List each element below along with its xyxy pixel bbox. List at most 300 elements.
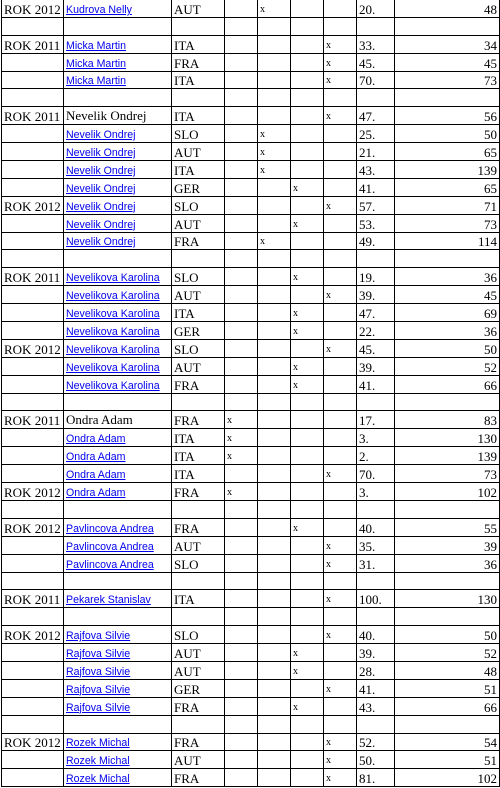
empty-cell bbox=[64, 572, 172, 590]
name-cell bbox=[64, 375, 172, 393]
athlete-name-link[interactable]: Nevelikova Karolina bbox=[66, 308, 160, 321]
mark-cell-4: x bbox=[324, 679, 357, 697]
empty-cell bbox=[395, 715, 500, 733]
mark-cell-2 bbox=[258, 35, 291, 53]
table-row bbox=[2, 447, 500, 465]
spacer-row bbox=[2, 393, 500, 411]
rank-cell: 21. bbox=[357, 143, 395, 161]
athlete-name-link[interactable]: Nevelikova Karolina bbox=[66, 379, 160, 392]
mark-cell-2 bbox=[258, 375, 291, 393]
table-row bbox=[2, 322, 500, 340]
country-cell: FRA bbox=[172, 518, 225, 536]
athlete-name-link[interactable]: Nevelik Ondrej bbox=[66, 182, 136, 195]
mark-cell-3 bbox=[291, 196, 324, 214]
empty-cell bbox=[225, 89, 258, 107]
rank-cell: 53. bbox=[357, 214, 395, 232]
rank-cell: 43. bbox=[357, 697, 395, 715]
year-cell bbox=[2, 644, 64, 662]
empty-cell bbox=[258, 715, 291, 733]
empty-cell bbox=[172, 17, 225, 35]
mark-cell-1: x bbox=[225, 411, 258, 429]
rank-cell: 28. bbox=[357, 661, 395, 679]
points-cell: 36 bbox=[395, 554, 500, 572]
mark-cell-1: x bbox=[225, 429, 258, 447]
empty-cell bbox=[258, 500, 291, 518]
mark-cell-2 bbox=[258, 626, 291, 644]
year-cell: ROK 2012 bbox=[2, 339, 64, 357]
year-cell bbox=[2, 125, 64, 143]
mark-cell-2 bbox=[258, 733, 291, 751]
country-cell: ITA bbox=[172, 304, 225, 322]
mark-cell-4: x bbox=[324, 626, 357, 644]
mark-cell-3 bbox=[291, 590, 324, 608]
year-cell bbox=[2, 465, 64, 483]
table-row bbox=[2, 644, 500, 662]
rank-cell: 3. bbox=[357, 429, 395, 447]
athlete-name-link[interactable]: Micka Martin bbox=[66, 39, 127, 52]
mark-cell-2 bbox=[258, 411, 291, 429]
athlete-name: Ondra Adam bbox=[66, 412, 133, 428]
rank-cell: 40. bbox=[357, 518, 395, 536]
mark-cell-1 bbox=[225, 465, 258, 483]
mark-cell-1 bbox=[225, 214, 258, 232]
empty-cell bbox=[291, 250, 324, 268]
country-cell: ITA bbox=[172, 35, 225, 53]
empty-cell bbox=[225, 608, 258, 626]
year-cell bbox=[2, 232, 64, 250]
points-cell: 69 bbox=[395, 304, 500, 322]
athlete-name-link[interactable]: Nevelik Ondrej bbox=[66, 147, 136, 160]
mark-cell-1 bbox=[225, 536, 258, 554]
points-cell: 66 bbox=[395, 375, 500, 393]
spacer-row bbox=[2, 715, 500, 733]
name-cell bbox=[64, 644, 172, 662]
athlete-name-link[interactable]: Ondra Adam bbox=[66, 469, 126, 482]
empty-cell bbox=[258, 89, 291, 107]
empty-cell bbox=[357, 250, 395, 268]
mark-cell-3 bbox=[291, 483, 324, 501]
points-cell: 52 bbox=[395, 357, 500, 375]
empty-cell bbox=[291, 17, 324, 35]
rank-cell: 17. bbox=[357, 411, 395, 429]
athlete-name-link[interactable]: Rozek Michal bbox=[66, 737, 130, 750]
athlete-name-link[interactable]: Pavlincova Andrea bbox=[66, 522, 154, 535]
athlete-name-link[interactable]: Nevelikova Karolina bbox=[66, 272, 160, 285]
empty-cell bbox=[291, 500, 324, 518]
table-row bbox=[2, 0, 500, 17]
country-cell: FRA bbox=[172, 232, 225, 250]
empty-cell bbox=[172, 250, 225, 268]
empty-cell bbox=[291, 572, 324, 590]
year-cell bbox=[2, 447, 64, 465]
country-cell: ITA bbox=[172, 71, 225, 89]
empty-cell bbox=[324, 572, 357, 590]
year-cell bbox=[2, 322, 64, 340]
country-cell: AUT bbox=[172, 214, 225, 232]
year-cell bbox=[2, 214, 64, 232]
mark-cell-2 bbox=[258, 465, 291, 483]
results-table bbox=[1, 0, 500, 787]
country-cell: GER bbox=[172, 679, 225, 697]
empty-cell bbox=[324, 608, 357, 626]
mark-cell-3 bbox=[291, 71, 324, 89]
mark-cell-3 bbox=[291, 733, 324, 751]
mark-cell-3 bbox=[291, 411, 324, 429]
country-cell: ITA bbox=[172, 465, 225, 483]
name-cell bbox=[64, 304, 172, 322]
points-cell: 73 bbox=[395, 71, 500, 89]
year-cell bbox=[2, 304, 64, 322]
points-cell: 54 bbox=[395, 733, 500, 751]
mark-cell-2 bbox=[258, 304, 291, 322]
empty-cell bbox=[395, 608, 500, 626]
table-row bbox=[2, 196, 500, 214]
mark-cell-3 bbox=[291, 465, 324, 483]
athlete-name-link[interactable]: Rozek Michal bbox=[66, 755, 130, 768]
mark-cell-4: x bbox=[324, 71, 357, 89]
name-cell bbox=[64, 53, 172, 71]
athlete-name-link[interactable]: Pavlincova Andrea bbox=[66, 540, 154, 553]
country-cell: SLO bbox=[172, 626, 225, 644]
empty-cell bbox=[172, 393, 225, 411]
year-cell: ROK 2011 bbox=[2, 268, 64, 286]
mark-cell-4 bbox=[324, 322, 357, 340]
points-cell: 45 bbox=[395, 53, 500, 71]
mark-cell-4 bbox=[324, 661, 357, 679]
empty-cell bbox=[324, 250, 357, 268]
mark-cell-2 bbox=[258, 322, 291, 340]
table-row bbox=[2, 143, 500, 161]
country-cell: AUT bbox=[172, 661, 225, 679]
empty-cell bbox=[258, 572, 291, 590]
mark-cell-3 bbox=[291, 536, 324, 554]
name-cell bbox=[64, 697, 172, 715]
name-cell bbox=[64, 143, 172, 161]
name-cell bbox=[64, 751, 172, 769]
mark-cell-4: x bbox=[324, 733, 357, 751]
mark-cell-4 bbox=[324, 429, 357, 447]
name-cell bbox=[64, 0, 172, 17]
mark-cell-1 bbox=[225, 733, 258, 751]
mark-cell-1 bbox=[225, 626, 258, 644]
name-cell bbox=[64, 590, 172, 608]
mark-cell-2: x bbox=[258, 232, 291, 250]
rank-cell: 43. bbox=[357, 161, 395, 179]
table-row bbox=[2, 178, 500, 196]
points-cell: 48 bbox=[395, 0, 500, 17]
table-row bbox=[2, 53, 500, 71]
points-cell: 51 bbox=[395, 679, 500, 697]
empty-cell bbox=[258, 608, 291, 626]
athlete-name-link[interactable]: Rajfova Silvie bbox=[66, 647, 131, 660]
rank-cell: 3. bbox=[357, 483, 395, 501]
year-cell: ROK 2011 bbox=[2, 107, 64, 125]
table-row bbox=[2, 411, 500, 429]
table-row bbox=[2, 375, 500, 393]
points-cell: 83 bbox=[395, 411, 500, 429]
mark-cell-4: x bbox=[324, 35, 357, 53]
name-cell bbox=[64, 554, 172, 572]
points-cell: 139 bbox=[395, 447, 500, 465]
mark-cell-2 bbox=[258, 769, 291, 787]
athlete-name-link[interactable]: Rajfova Silvie bbox=[66, 683, 131, 696]
rank-cell: 2. bbox=[357, 447, 395, 465]
mark-cell-3 bbox=[291, 161, 324, 179]
name-cell bbox=[64, 178, 172, 196]
country-cell: SLO bbox=[172, 125, 225, 143]
athlete-name-link[interactable]: Nevelikova Karolina bbox=[66, 361, 160, 374]
name-cell bbox=[64, 286, 172, 304]
points-cell: 130 bbox=[395, 429, 500, 447]
mark-cell-2 bbox=[258, 53, 291, 71]
year-cell bbox=[2, 661, 64, 679]
athlete-name-link[interactable]: Nevelik Ondrej bbox=[66, 218, 136, 231]
athlete-name-link[interactable]: Pekarek Stanislav bbox=[66, 594, 151, 607]
mark-cell-2 bbox=[258, 751, 291, 769]
table-row bbox=[2, 626, 500, 644]
mark-cell-4: x bbox=[324, 769, 357, 787]
mark-cell-2: x bbox=[258, 125, 291, 143]
empty-cell bbox=[291, 608, 324, 626]
name-cell bbox=[64, 35, 172, 53]
country-cell: AUT bbox=[172, 751, 225, 769]
empty-cell bbox=[291, 715, 324, 733]
empty-cell bbox=[357, 89, 395, 107]
athlete-name-link[interactable]: Ondra Adam bbox=[66, 433, 126, 446]
year-cell bbox=[2, 143, 64, 161]
mark-cell-4 bbox=[324, 178, 357, 196]
mark-cell-3: x bbox=[291, 661, 324, 679]
athlete-name-link[interactable]: Nevelik Ondrej bbox=[66, 129, 136, 142]
mark-cell-1 bbox=[225, 143, 258, 161]
rank-cell: 47. bbox=[357, 107, 395, 125]
mark-cell-3: x bbox=[291, 322, 324, 340]
country-cell: FRA bbox=[172, 411, 225, 429]
mark-cell-1 bbox=[225, 375, 258, 393]
mark-cell-2: x bbox=[258, 0, 291, 17]
empty-cell bbox=[357, 500, 395, 518]
mark-cell-3: x bbox=[291, 697, 324, 715]
mark-cell-3 bbox=[291, 339, 324, 357]
empty-cell bbox=[2, 17, 64, 35]
country-cell: GER bbox=[172, 322, 225, 340]
athlete-name-link[interactable]: Nevelik Ondrej bbox=[66, 236, 136, 249]
empty-cell bbox=[2, 572, 64, 590]
year-cell: ROK 2012 bbox=[2, 483, 64, 501]
athlete-name-link[interactable]: Rajfova Silvie bbox=[66, 665, 131, 678]
athlete-name-link[interactable]: Pavlincova Andrea bbox=[66, 558, 154, 571]
athlete-name-link[interactable]: Rajfova Silvie bbox=[66, 630, 131, 643]
rank-cell: 100. bbox=[357, 590, 395, 608]
empty-cell bbox=[291, 393, 324, 411]
rank-cell: 39. bbox=[357, 644, 395, 662]
athlete-name-link[interactable]: Rajfova Silvie bbox=[66, 701, 131, 714]
year-cell bbox=[2, 286, 64, 304]
mark-cell-4 bbox=[324, 143, 357, 161]
empty-cell bbox=[225, 715, 258, 733]
name-cell bbox=[64, 518, 172, 536]
table-row bbox=[2, 661, 500, 679]
mark-cell-1 bbox=[225, 590, 258, 608]
country-cell: AUT bbox=[172, 0, 225, 17]
name-cell bbox=[64, 125, 172, 143]
table-row bbox=[2, 697, 500, 715]
country-cell: AUT bbox=[172, 536, 225, 554]
mark-cell-1 bbox=[225, 71, 258, 89]
mark-cell-3 bbox=[291, 286, 324, 304]
year-cell bbox=[2, 697, 64, 715]
empty-cell bbox=[324, 17, 357, 35]
mark-cell-4 bbox=[324, 161, 357, 179]
mark-cell-4 bbox=[324, 304, 357, 322]
mark-cell-2 bbox=[258, 447, 291, 465]
name-cell bbox=[64, 733, 172, 751]
empty-cell bbox=[395, 17, 500, 35]
mark-cell-3 bbox=[291, 626, 324, 644]
name-cell bbox=[64, 626, 172, 644]
table-row bbox=[2, 339, 500, 357]
rank-cell: 49. bbox=[357, 232, 395, 250]
athlete-name-link[interactable]: Nevelikova Karolina bbox=[66, 290, 160, 303]
year-cell bbox=[2, 178, 64, 196]
points-cell: 139 bbox=[395, 161, 500, 179]
name-cell bbox=[64, 769, 172, 787]
rank-cell: 47. bbox=[357, 304, 395, 322]
table-row bbox=[2, 268, 500, 286]
table-row bbox=[2, 733, 500, 751]
empty-cell bbox=[225, 250, 258, 268]
mark-cell-1 bbox=[225, 35, 258, 53]
points-cell: 55 bbox=[395, 518, 500, 536]
mark-cell-1 bbox=[225, 697, 258, 715]
rank-cell: 39. bbox=[357, 357, 395, 375]
mark-cell-4: x bbox=[324, 107, 357, 125]
table-row bbox=[2, 71, 500, 89]
athlete-name-link[interactable]: Kudrova Nelly bbox=[66, 3, 132, 16]
mark-cell-2: x bbox=[258, 143, 291, 161]
empty-cell bbox=[2, 715, 64, 733]
empty-cell bbox=[291, 89, 324, 107]
table-row bbox=[2, 679, 500, 697]
country-cell: ITA bbox=[172, 447, 225, 465]
year-cell: ROK 2012 bbox=[2, 0, 64, 17]
name-cell bbox=[64, 429, 172, 447]
mark-cell-1 bbox=[225, 322, 258, 340]
mark-cell-4 bbox=[324, 357, 357, 375]
empty-cell bbox=[64, 715, 172, 733]
name-cell bbox=[64, 322, 172, 340]
name-cell bbox=[64, 339, 172, 357]
name-cell bbox=[64, 661, 172, 679]
empty-cell bbox=[2, 393, 64, 411]
points-cell: 114 bbox=[395, 232, 500, 250]
rank-cell: 52. bbox=[357, 733, 395, 751]
mark-cell-2 bbox=[258, 196, 291, 214]
mark-cell-2 bbox=[258, 178, 291, 196]
athlete-name-link[interactable]: Micka Martin bbox=[66, 75, 127, 88]
empty-cell bbox=[324, 715, 357, 733]
mark-cell-2 bbox=[258, 214, 291, 232]
mark-cell-3 bbox=[291, 429, 324, 447]
table-row bbox=[2, 536, 500, 554]
mark-cell-2 bbox=[258, 357, 291, 375]
points-cell: 66 bbox=[395, 697, 500, 715]
mark-cell-4 bbox=[324, 697, 357, 715]
mark-cell-4: x bbox=[324, 286, 357, 304]
table-row bbox=[2, 483, 500, 501]
mark-cell-4 bbox=[324, 232, 357, 250]
mark-cell-1 bbox=[225, 304, 258, 322]
empty-cell bbox=[357, 715, 395, 733]
rank-cell: 50. bbox=[357, 751, 395, 769]
year-cell bbox=[2, 161, 64, 179]
mark-cell-4 bbox=[324, 447, 357, 465]
mark-cell-1 bbox=[225, 125, 258, 143]
points-cell: 45 bbox=[395, 286, 500, 304]
empty-cell bbox=[395, 250, 500, 268]
mark-cell-2 bbox=[258, 644, 291, 662]
mark-cell-3 bbox=[291, 554, 324, 572]
athlete-name-link[interactable]: Ondra Adam bbox=[66, 451, 126, 464]
points-cell: 34 bbox=[395, 35, 500, 53]
empty-cell bbox=[258, 17, 291, 35]
mark-cell-4 bbox=[324, 0, 357, 17]
athlete-name-link[interactable]: Micka Martin bbox=[66, 57, 127, 70]
country-cell: SLO bbox=[172, 554, 225, 572]
mark-cell-2 bbox=[258, 286, 291, 304]
mark-cell-2 bbox=[258, 536, 291, 554]
mark-cell-1 bbox=[225, 751, 258, 769]
year-cell bbox=[2, 536, 64, 554]
name-cell bbox=[64, 268, 172, 286]
athlete-name-link[interactable]: Rozek Michal bbox=[66, 773, 130, 786]
country-cell: AUT bbox=[172, 644, 225, 662]
mark-cell-1 bbox=[225, 554, 258, 572]
name-cell bbox=[64, 161, 172, 179]
empty-cell bbox=[2, 250, 64, 268]
athlete-name-link[interactable]: Nevelik Ondrej bbox=[66, 200, 136, 213]
athlete-name-link[interactable]: Nevelikova Karolina bbox=[66, 343, 160, 356]
country-cell: ITA bbox=[172, 429, 225, 447]
rank-cell: 41. bbox=[357, 375, 395, 393]
athlete-name-link[interactable]: Nevelik Ondrej bbox=[66, 164, 136, 177]
mark-cell-2 bbox=[258, 429, 291, 447]
points-cell: 51 bbox=[395, 751, 500, 769]
country-cell: ITA bbox=[172, 107, 225, 125]
mark-cell-1 bbox=[225, 178, 258, 196]
mark-cell-2 bbox=[258, 554, 291, 572]
points-cell: 73 bbox=[395, 214, 500, 232]
empty-cell bbox=[64, 17, 172, 35]
table-row bbox=[2, 232, 500, 250]
empty-cell bbox=[395, 393, 500, 411]
empty-cell bbox=[357, 17, 395, 35]
athlete-name-link[interactable]: Ondra Adam bbox=[66, 486, 126, 499]
rank-cell: 40. bbox=[357, 626, 395, 644]
points-cell: 56 bbox=[395, 107, 500, 125]
country-cell: SLO bbox=[172, 268, 225, 286]
name-cell bbox=[64, 196, 172, 214]
mark-cell-3: x bbox=[291, 268, 324, 286]
mark-cell-3 bbox=[291, 232, 324, 250]
country-cell: FRA bbox=[172, 375, 225, 393]
table-row bbox=[2, 35, 500, 53]
athlete-name-link[interactable]: Nevelikova Karolina bbox=[66, 325, 160, 338]
mark-cell-1 bbox=[225, 769, 258, 787]
points-cell: 48 bbox=[395, 661, 500, 679]
table-row bbox=[2, 304, 500, 322]
mark-cell-4 bbox=[324, 483, 357, 501]
